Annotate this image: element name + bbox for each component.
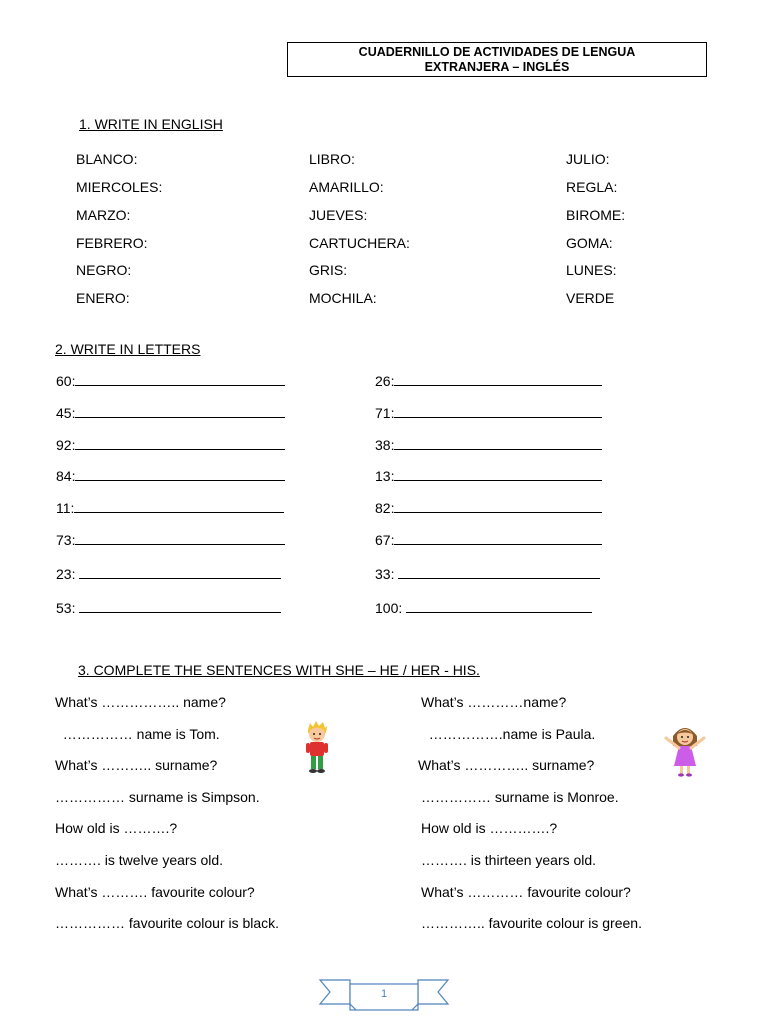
vocab-item: NEGRO: (76, 262, 132, 278)
title-line-1: CUADERNILLO DE ACTIVIDADES DE LENGUA (358, 45, 636, 59)
boy-cartoon-icon (301, 720, 333, 776)
page-number-banner (318, 977, 450, 1011)
section-1-heading: 1. WRITE IN ENGLISH (79, 116, 223, 132)
number-line (56, 600, 281, 616)
number-line (56, 500, 284, 516)
answer-blank[interactable] (394, 405, 602, 418)
sentence: What’s ………… favourite colour? (421, 884, 631, 900)
number-line (56, 373, 285, 389)
vocab-item: BLANCO: (76, 151, 138, 167)
answer-blank[interactable] (75, 373, 285, 386)
sentence: What’s …………name? (421, 694, 567, 710)
number-line (375, 532, 602, 548)
answer-blank[interactable] (394, 373, 602, 386)
number-label: 38: (375, 437, 395, 453)
answer-blank[interactable] (406, 600, 592, 613)
sentence: …………… name is Tom. (55, 726, 220, 742)
number-line (56, 405, 285, 421)
sentence: What’s ………. favourite colour? (55, 884, 255, 900)
vocab-item: FEBRERO: (76, 235, 148, 251)
number-line (375, 500, 602, 516)
sentence: …………… favourite colour is black. (55, 915, 280, 931)
answer-blank[interactable] (394, 500, 602, 513)
number-line (56, 468, 285, 484)
girl-cartoon-icon (658, 722, 712, 778)
worksheet-title-box (287, 42, 707, 77)
sentence: ………….. favourite colour is green. (421, 915, 642, 931)
vocab-item: MIERCOLES: (76, 179, 163, 195)
number-label: 60: (56, 373, 76, 389)
number-line (375, 405, 602, 421)
number-label: 53: (56, 600, 80, 616)
answer-blank[interactable] (75, 405, 285, 418)
answer-blank[interactable] (79, 600, 281, 613)
answer-blank[interactable] (75, 468, 285, 481)
number-label: 92: (56, 437, 76, 453)
number-label: 84: (56, 468, 76, 484)
sentence: How old is ………….? (421, 820, 558, 836)
title-line-2: EXTRANJERA – INGLÉS (424, 60, 570, 74)
section-3-heading: 3. COMPLETE THE SENTENCES WITH SHE – HE / HER - HIS. (78, 662, 480, 678)
page-number: 1 (380, 988, 388, 1000)
sentence: ………. is thirteen years old. (421, 852, 597, 868)
sentence: ………. is twelve years old. (55, 852, 224, 868)
number-label: 11: (56, 500, 75, 516)
vocab-item: LUNES: (566, 262, 617, 278)
number-line (375, 468, 602, 484)
answer-blank[interactable] (394, 532, 602, 545)
vocab-item: JULIO: (566, 151, 610, 167)
vocab-item: MOCHILA: (309, 290, 377, 306)
number-label: 13: (375, 468, 395, 484)
vocab-item: ENERO: (76, 290, 130, 306)
answer-blank[interactable] (74, 500, 284, 513)
vocab-item: VERDE (566, 290, 615, 306)
vocab-item: GRIS: (309, 262, 348, 278)
number-label: 100: (375, 600, 407, 616)
sentence: What’s ………….. surname? (418, 757, 595, 773)
number-label: 71: (375, 405, 395, 421)
number-line (375, 566, 600, 582)
vocab-item: CARTUCHERA: (309, 235, 410, 251)
vocab-item: BIROME: (566, 207, 626, 223)
sentence: How old is ……….? (55, 820, 178, 836)
sentence: …………… surname is Simpson. (55, 789, 260, 805)
vocab-item: MARZO: (76, 207, 131, 223)
number-label: 73: (56, 532, 76, 548)
number-label: 23: (56, 566, 80, 582)
sentence: What’s …………….. name? (55, 694, 226, 710)
sentence: …………… surname is Monroe. (421, 789, 619, 805)
vocab-item: LIBRO: (309, 151, 355, 167)
number-label: 67: (375, 532, 395, 548)
vocab-item: GOMA: (566, 235, 613, 251)
vocab-item: AMARILLO: (309, 179, 384, 195)
answer-blank[interactable] (398, 566, 600, 579)
number-line (56, 437, 285, 453)
answer-blank[interactable] (394, 468, 602, 481)
section-2-heading: 2. WRITE IN LETTERS (55, 341, 201, 357)
vocab-item: JUEVES: (309, 207, 368, 223)
answer-blank[interactable] (75, 532, 285, 545)
number-line (56, 532, 285, 548)
answer-blank[interactable] (79, 566, 281, 579)
number-line (375, 373, 602, 389)
number-label: 33: (375, 566, 399, 582)
vocab-item: REGLA: (566, 179, 618, 195)
number-label: 45: (56, 405, 76, 421)
answer-blank[interactable] (394, 437, 602, 450)
sentence: …………….name is Paula. (421, 726, 596, 742)
number-label: 82: (375, 500, 395, 516)
number-line (375, 437, 602, 453)
number-line (375, 600, 592, 616)
sentence: What’s ……….. surname? (55, 757, 218, 773)
number-line (56, 566, 281, 582)
answer-blank[interactable] (75, 437, 285, 450)
number-label: 26: (375, 373, 395, 389)
